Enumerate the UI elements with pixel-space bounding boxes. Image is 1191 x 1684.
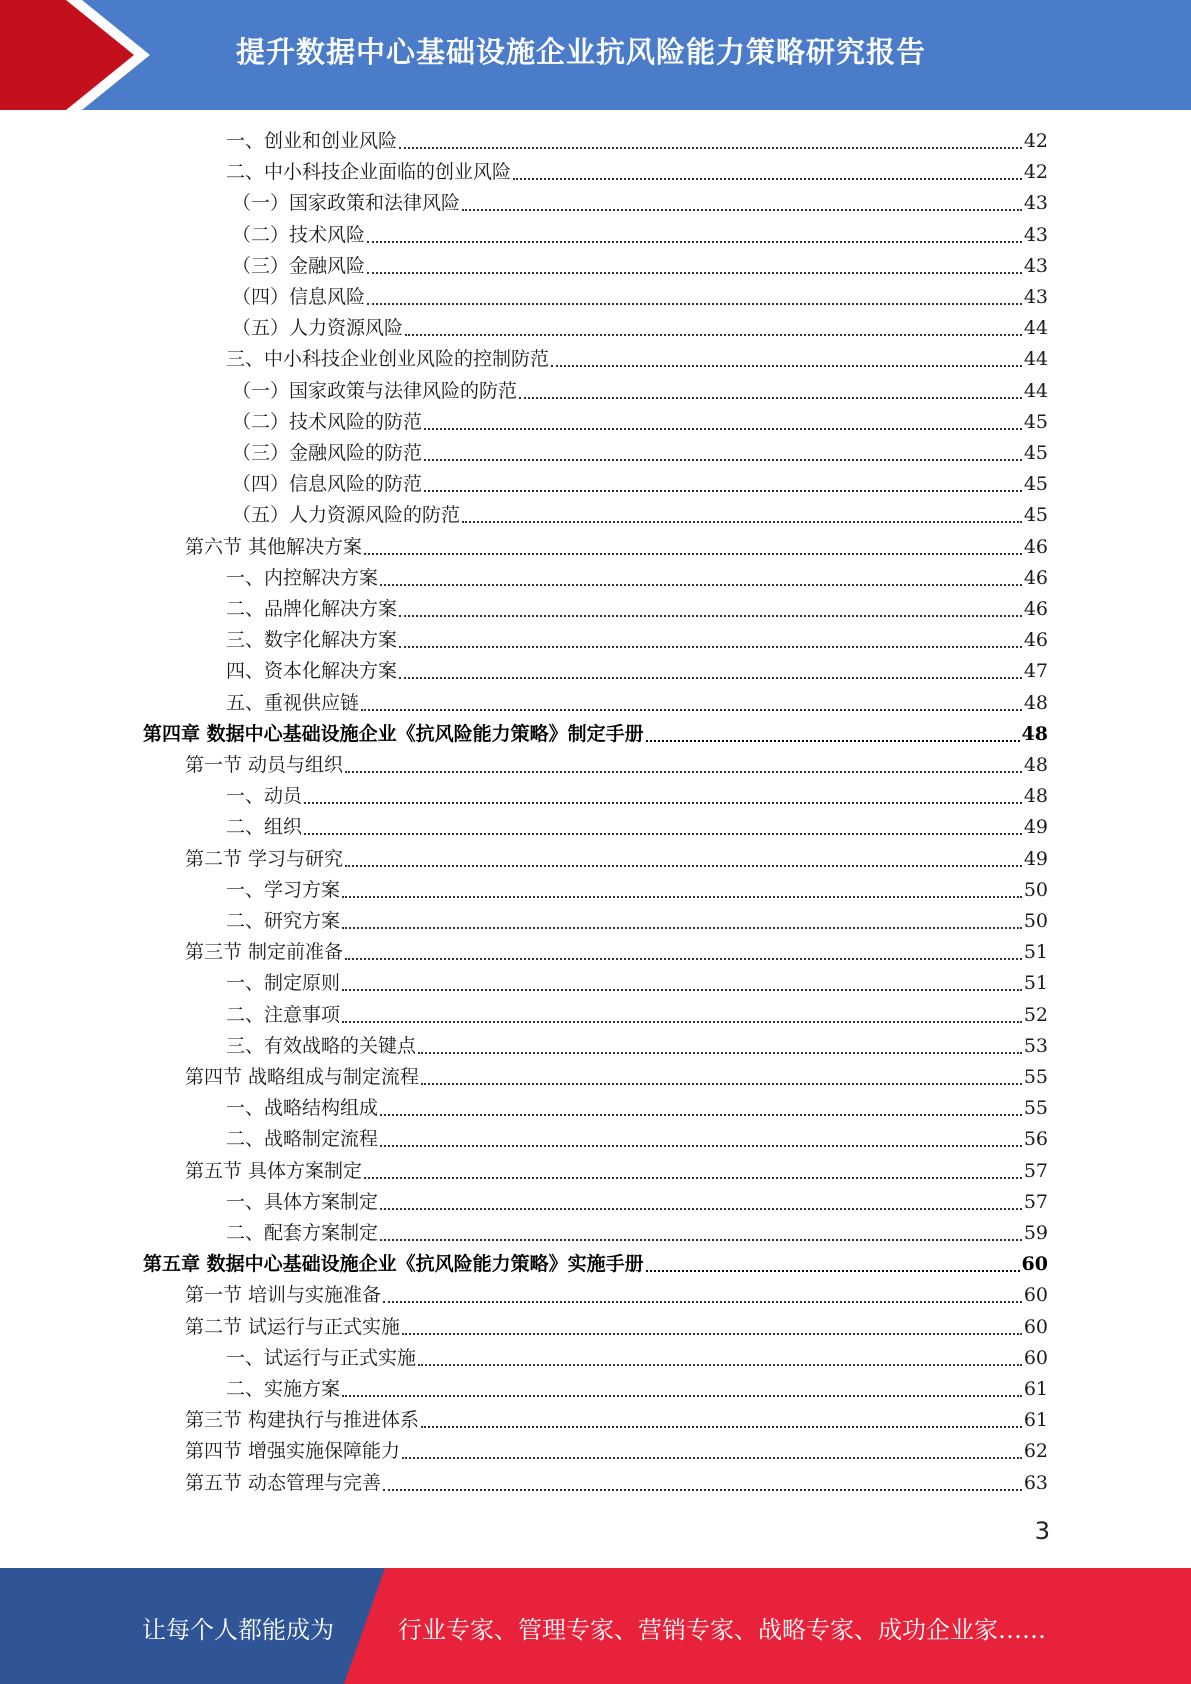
footer-slogan-left: 让每个人都能成为 [142,1616,334,1644]
toc-entry-title: （四）信息风险的防范 [232,473,423,495]
toc-entry-page: 56 [1023,1128,1048,1150]
toc-entry-page: 48 [1023,692,1048,714]
toc-chapter-entry[interactable] [143,719,1048,750]
toc-subsection-entry[interactable] [232,469,1048,500]
toc-subsection-entry[interactable] [226,563,1048,594]
toc-entry-page: 60 [1023,1316,1048,1338]
toc-entry-title: （三）金融风险 [232,255,366,277]
toc-section-entry[interactable] [185,1436,1048,1467]
toc-entry-title: 二、战略制定流程 [226,1128,379,1150]
toc-subsection-entry[interactable] [226,1031,1048,1062]
toc-dot-leader [364,1176,1022,1179]
toc-dot-leader [421,1082,1022,1085]
toc-entry-page: 46 [1023,598,1048,620]
toc-entry-page: 48 [1023,754,1048,776]
toc-entry-title: 二、组织 [226,816,303,838]
toc-dot-leader [646,739,1020,742]
toc-dot-leader [342,895,1022,898]
toc-entry-page: 43 [1023,192,1048,214]
toc-dot-leader [399,676,1022,679]
toc-dot-leader [418,1051,1022,1054]
toc-entry-page: 61 [1023,1378,1048,1400]
toc-entry-title: （一）国家政策与法律风险的防范 [232,380,518,402]
toc-entry-page: 61 [1023,1409,1048,1431]
toc-subsection-entry[interactable] [226,1124,1048,1155]
toc-subsection-entry[interactable] [226,688,1048,719]
toc-entry-page: 60 [1023,1284,1048,1306]
toc-subsection-entry[interactable] [226,344,1048,375]
toc-entry-title: 第六节 其他解决方案 [185,536,363,558]
toc-entry-title: 第三节 制定前准备 [185,941,344,963]
toc-entry-title: （二）技术风险 [232,224,366,246]
toc-entry-page: 48 [1021,723,1048,745]
toc-dot-leader [418,1363,1022,1366]
toc-subsection-entry[interactable] [232,251,1048,282]
toc-entry-page: 57 [1023,1160,1048,1182]
document-title: 提升数据中心基础设施企业抗风险能力策略研究报告 [236,35,927,69]
toc-dot-leader [367,271,1022,274]
toc-entry-page: 63 [1023,1472,1048,1494]
toc-dot-leader [383,1300,1022,1303]
toc-entry-page: 46 [1023,629,1048,651]
toc-entry-title: 一、学习方案 [226,879,341,901]
toc-entry-title: 第四节 战略组成与制定流程 [185,1066,420,1088]
toc-entry-page: 43 [1023,224,1048,246]
toc-section-entry[interactable] [185,1468,1048,1499]
toc-section-entry[interactable] [185,532,1048,563]
toc-subsection-entry[interactable] [232,438,1048,469]
toc-dot-leader [345,957,1022,960]
toc-entry-page: 45 [1023,442,1048,464]
toc-dot-leader [421,1425,1022,1428]
toc-entry-title: 四、资本化解决方案 [226,660,398,682]
toc-dot-leader [380,1238,1022,1241]
toc-entry-page: 62 [1023,1440,1048,1462]
toc-dot-leader [345,770,1022,773]
toc-dot-leader [342,1394,1022,1397]
toc-dot-leader [424,427,1022,430]
toc-section-entry[interactable] [185,1312,1048,1343]
toc-entry-title: 第五节 具体方案制定 [185,1160,363,1182]
toc-entry-title: （五）人力资源风险 [232,317,404,339]
toc-subsection-entry[interactable] [232,220,1048,251]
toc-section-entry[interactable] [185,1280,1048,1311]
toc-subsection-entry[interactable] [226,1343,1048,1374]
toc-entry-title: 第一节 动员与组织 [185,754,344,776]
toc-subsection-entry[interactable] [232,282,1048,313]
toc-subsection-entry[interactable] [226,656,1048,687]
toc-subsection-entry[interactable] [226,126,1048,157]
toc-dot-leader [342,988,1022,991]
toc-entry-title: 五、重视供应链 [226,692,360,714]
toc-entry-page: 60 [1023,1347,1048,1369]
toc-dot-leader [513,177,1022,180]
toc-entry-title: 第五节 动态管理与完善 [185,1472,382,1494]
toc-entry-title: 第一节 培训与实施准备 [185,1284,382,1306]
toc-section-entry[interactable] [185,750,1048,781]
toc-entry-page: 53 [1023,1035,1048,1057]
toc-dot-leader [399,645,1022,648]
toc-entry-page: 42 [1023,130,1048,152]
toc-subsection-entry[interactable] [226,906,1048,937]
toc-dot-leader [424,458,1022,461]
toc-entry-page: 43 [1023,255,1048,277]
footer-slogan-right: 行业专家、管理专家、营销专家、战略专家、成功企业家…… [398,1616,1046,1644]
toc-subsection-entry[interactable] [232,500,1048,531]
toc-subsection-entry[interactable] [226,625,1048,656]
toc-entry-page: 52 [1023,1004,1048,1026]
toc-entry-title: 一、内控解决方案 [226,567,379,589]
toc-entry-page: 46 [1023,536,1048,558]
toc-entry-page: 46 [1023,567,1048,589]
page-footer [0,1568,1191,1684]
toc-subsection-entry[interactable] [226,1374,1048,1405]
toc-entry-page: 44 [1023,317,1048,339]
toc-dot-leader [364,552,1022,555]
toc-dot-leader [342,1020,1022,1023]
toc-entry-title: （三）金融风险的防范 [232,442,423,464]
toc-dot-leader [399,614,1022,617]
toc-section-entry[interactable] [185,937,1048,968]
toc-entry-title: 一、具体方案制定 [226,1191,379,1213]
toc-entry-title: 一、战略结构组成 [226,1097,379,1119]
toc-subsection-entry[interactable] [232,376,1048,407]
toc-entry-title: 二、实施方案 [226,1378,341,1400]
toc-entry-title: 第二节 试运行与正式实施 [185,1316,401,1338]
toc-entry-title: 一、制定原则 [226,972,341,994]
toc-dot-leader [380,583,1022,586]
page-number: 3 [1034,1517,1050,1545]
toc-entry-page: 50 [1023,910,1048,932]
toc-section-entry[interactable] [185,1062,1048,1093]
toc-dot-leader [462,208,1022,211]
toc-entry-title: （二）技术风险的防范 [232,411,423,433]
toc-dot-leader [399,146,1022,149]
toc-entry-title: 三、中小科技企业创业风险的控制防范 [226,348,550,370]
toc-entry-title: （五）人力资源风险的防范 [232,504,461,526]
toc-dot-leader [462,520,1022,523]
toc-entry-title: 二、研究方案 [226,910,341,932]
toc-entry-title: 二、配套方案制定 [226,1222,379,1244]
toc-dot-leader [361,708,1022,711]
toc-entry-title: 第四章 数据中心基础设施企业《抗风险能力策略》制定手册 [143,723,644,745]
toc-subsection-entry[interactable] [226,1093,1048,1124]
toc-subsection-entry[interactable] [232,313,1048,344]
toc-subsection-entry[interactable] [226,157,1048,188]
toc-entry-page: 47 [1023,660,1048,682]
toc-entry-title: 第二节 学习与研究 [185,848,344,870]
toc-subsection-entry[interactable] [226,812,1048,843]
toc-dot-leader [342,926,1022,929]
toc-subsection-entry[interactable] [226,1218,1048,1249]
toc-entry-page: 49 [1023,816,1048,838]
toc-entry-page: 45 [1023,504,1048,526]
toc-entry-page: 51 [1023,972,1048,994]
toc-entry-page: 50 [1023,879,1048,901]
toc-entry-page: 59 [1023,1222,1048,1244]
toc-subsection-entry[interactable] [226,781,1048,812]
toc-entry-title: 第五章 数据中心基础设施企业《抗风险能力策略》实施手册 [143,1253,644,1275]
toc-entry-title: 一、动员 [226,785,303,807]
toc-section-entry[interactable] [185,844,1048,875]
toc-entry-page: 45 [1023,411,1048,433]
toc-dot-leader [380,1113,1022,1116]
toc-entry-page: 44 [1023,348,1048,370]
page-header [0,0,1191,110]
toc-subsection-entry[interactable] [226,1187,1048,1218]
toc-entry-title: 一、创业和创业风险 [226,130,398,152]
toc-dot-leader [345,864,1022,867]
toc-entry-title: （四）信息风险 [232,286,366,308]
toc-entry-page: 44 [1023,380,1048,402]
toc-entry-title: 三、数字化解决方案 [226,629,398,651]
toc-entry-page: 55 [1023,1097,1048,1119]
toc-chapter-entry[interactable] [143,1249,1048,1280]
toc-entry-page: 51 [1023,941,1048,963]
toc-subsection-entry[interactable] [226,1000,1048,1031]
toc-dot-leader [380,1144,1022,1147]
toc-dot-leader [380,1207,1022,1210]
toc-entry-page: 48 [1023,785,1048,807]
toc-entry-title: 一、试运行与正式实施 [226,1347,417,1369]
toc-entry-title: （一）国家政策和法律风险 [232,192,461,214]
toc-dot-leader [402,1332,1022,1335]
toc-subsection-entry[interactable] [226,875,1048,906]
toc-entry-title: 三、有效战略的关键点 [226,1035,417,1057]
toc-subsection-entry[interactable] [226,594,1048,625]
toc-entry-page: 42 [1023,161,1048,183]
toc-dot-leader [551,364,1022,367]
toc-entry-page: 43 [1023,286,1048,308]
toc-entry-page: 49 [1023,848,1048,870]
toc-dot-leader [646,1269,1020,1272]
toc-subsection-entry[interactable] [232,188,1048,219]
toc-entry-page: 60 [1021,1253,1048,1275]
toc-dot-leader [367,302,1022,305]
toc-entry-title: 第四节 增强实施保障能力 [185,1440,401,1462]
toc-section-entry[interactable] [185,1405,1048,1436]
toc-entry-page: 55 [1023,1066,1048,1088]
toc-dot-leader [304,832,1022,835]
toc-dot-leader [402,1456,1022,1459]
toc-subsection-entry[interactable] [232,407,1048,438]
toc-dot-leader [304,801,1022,804]
toc-dot-leader [383,1488,1022,1491]
toc-entry-title: 第三节 构建执行与推进体系 [185,1409,420,1431]
toc-entry-page: 57 [1023,1191,1048,1213]
toc-entry-title: 二、中小科技企业面临的创业风险 [226,161,512,183]
toc-entry-title: 二、品牌化解决方案 [226,598,398,620]
toc-entry-title: 二、注意事项 [226,1004,341,1026]
toc-dot-leader [519,396,1022,399]
toc-dot-leader [405,333,1022,336]
toc-section-entry[interactable] [185,1156,1048,1187]
toc-entry-page: 45 [1023,473,1048,495]
toc-dot-leader [367,240,1022,243]
toc-dot-leader [424,489,1022,492]
toc-subsection-entry[interactable] [226,968,1048,999]
